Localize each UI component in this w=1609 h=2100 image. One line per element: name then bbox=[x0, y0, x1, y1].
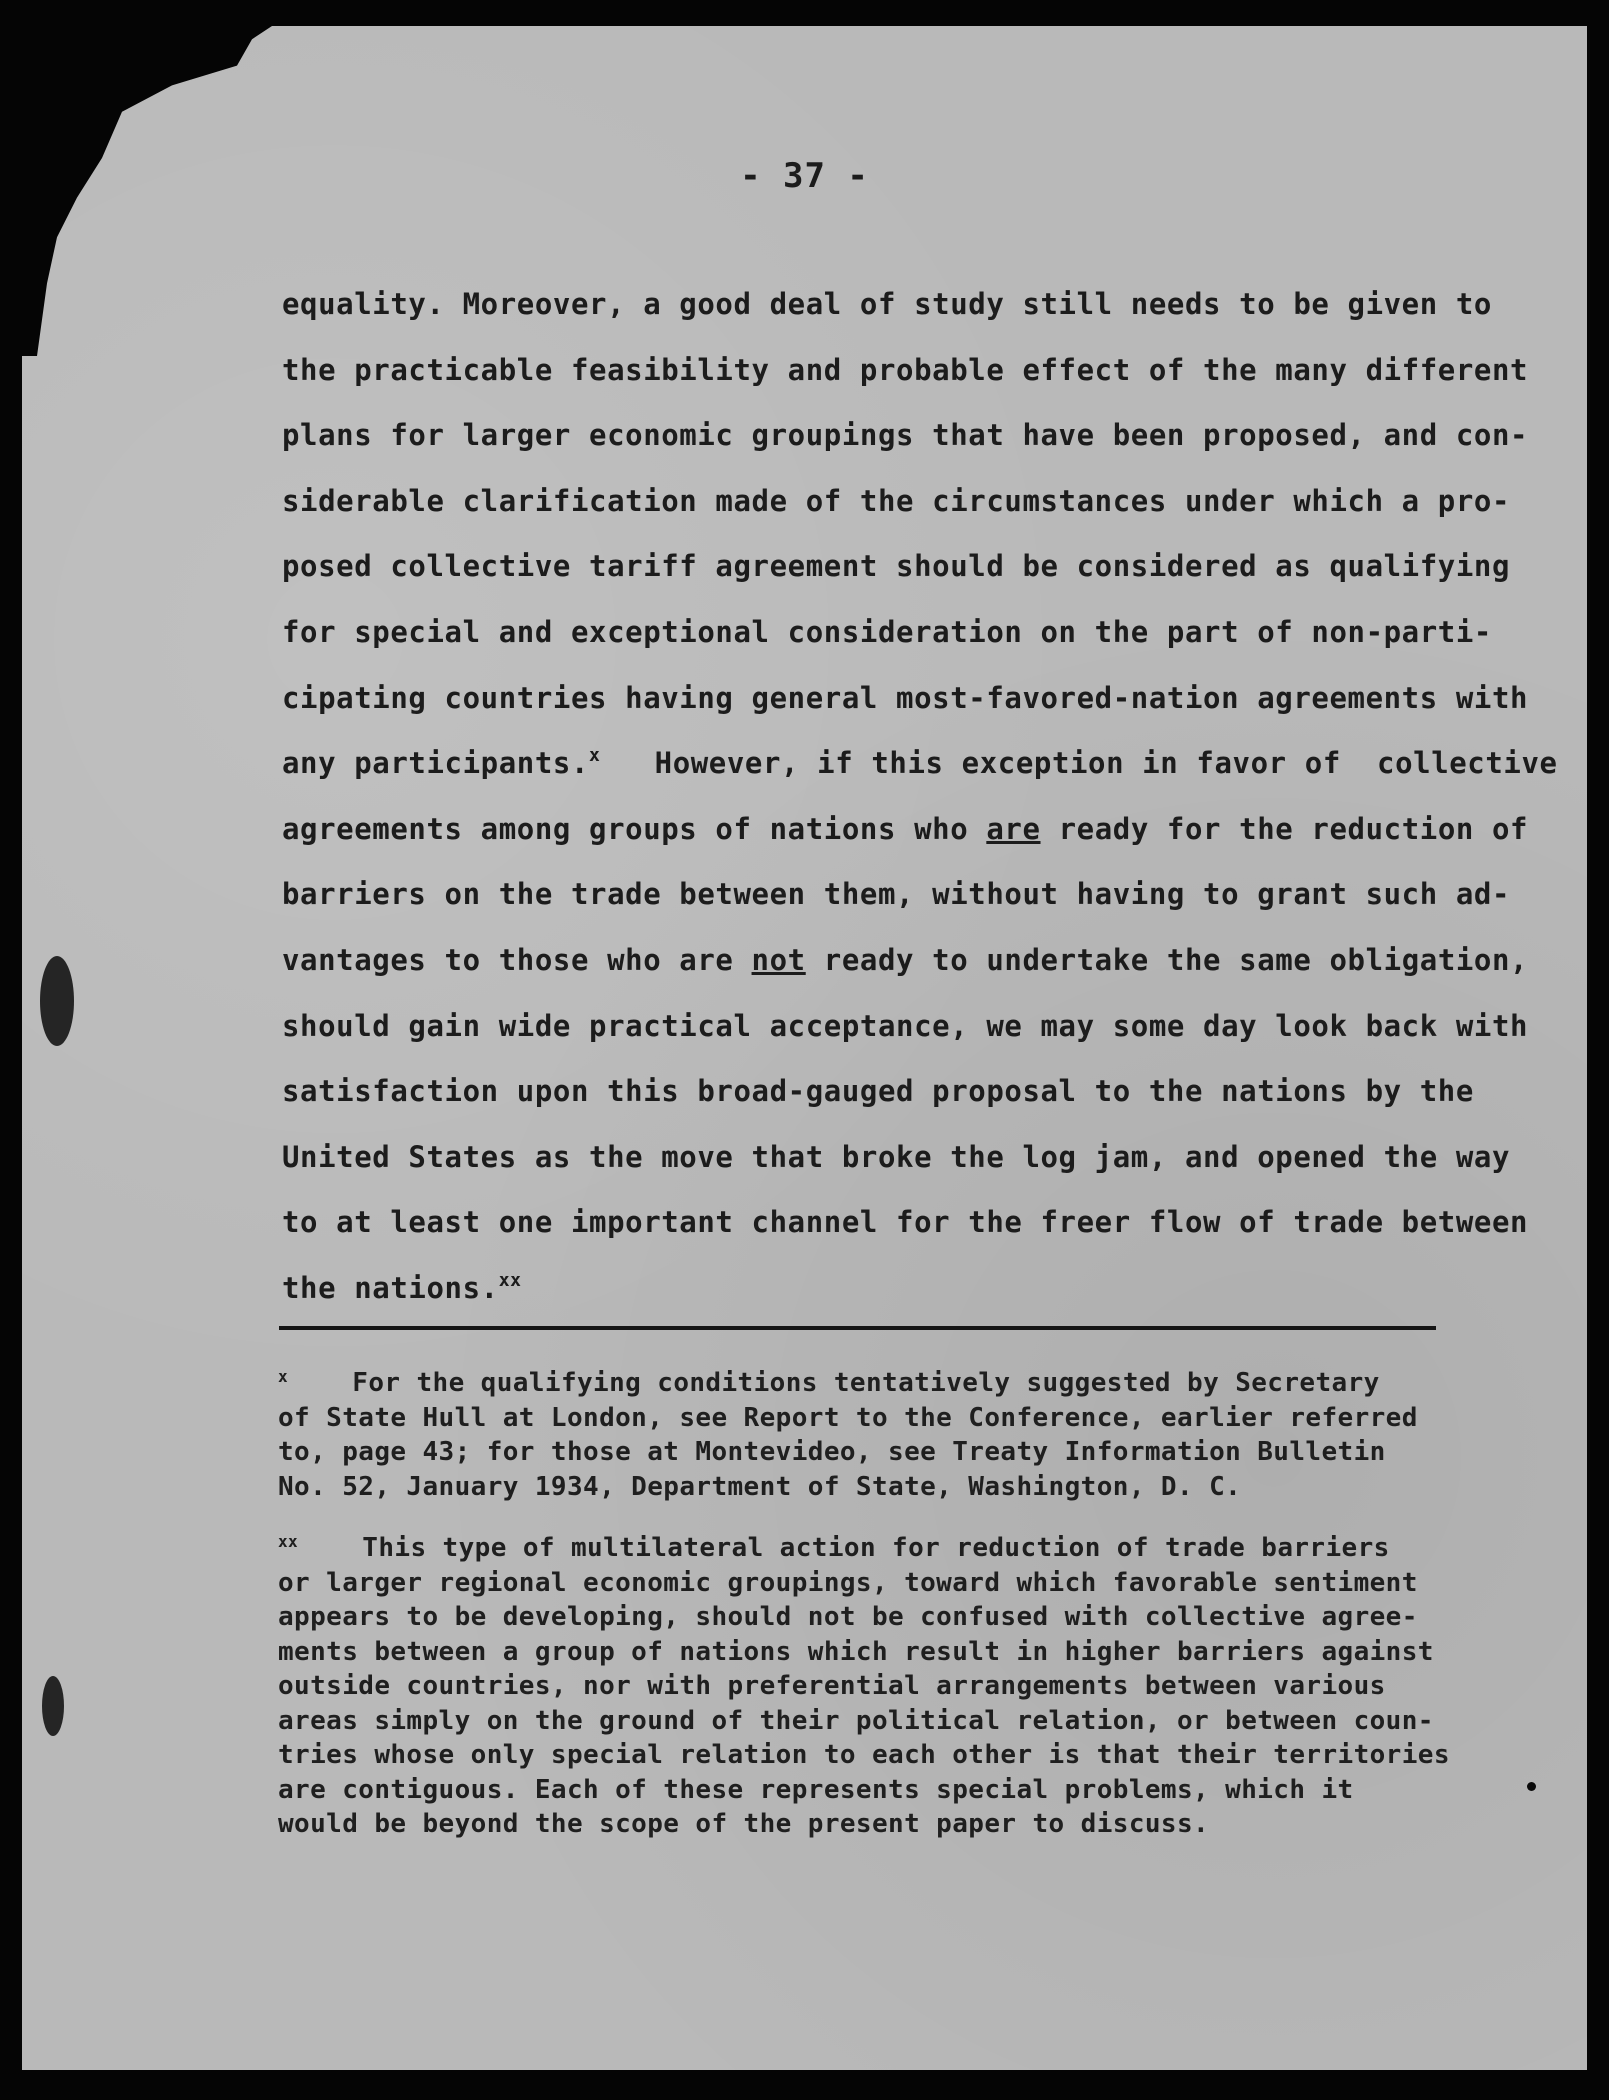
body-line-2: the practicable feasibility and probable effect of the many different bbox=[282, 352, 1529, 387]
body-line-13: satisfaction upon this broad-gauged proposal to the nations by the bbox=[282, 1074, 1474, 1109]
body-line-5: posed collective tariff agreement should be considered as qualifying bbox=[282, 549, 1511, 584]
footnote-1-line-3: to, page 43; for those at Montevideo, see Treaty Information Bulletin bbox=[278, 1437, 1386, 1467]
footnote-1-line-2: of State Hull at London, see Report to the Conference, earlier referred bbox=[278, 1402, 1418, 1433]
body-line-4: siderable clarification made of the circumstances under which a pro- bbox=[282, 483, 1511, 518]
footnote-ref-x: x bbox=[589, 745, 601, 767]
body-line-1: equality. Moreover, a good deal of study still needs to be given to bbox=[282, 287, 1492, 321]
footnote-1-line-4: No. 52, January 1934, Department of State, Washington, D. C. bbox=[278, 1471, 1242, 1502]
footnote-1-line-1-text: For the qualifying conditions tentatively suggested by Secretary bbox=[288, 1368, 1380, 1398]
footnote-2-line-6: areas simply on the ground of their political relation, or between coun- bbox=[278, 1705, 1434, 1736]
body-line-3: plans for larger economic groupings that have been proposed, and con- bbox=[282, 418, 1529, 453]
body-line-7: cipating countries having general most-favored-nation agreements with bbox=[282, 680, 1529, 715]
footnote-2-line-9: would be beyond the scope of the present paper to discuss. bbox=[278, 1809, 1210, 1839]
footnote-2-line-4: ments between a group of nations which result in higher barriers against bbox=[278, 1636, 1434, 1667]
body-line-8a: any participants. bbox=[282, 746, 590, 781]
footnote-2-line-1-text: This type of multilateral action for reduction of trade barriers bbox=[298, 1533, 1390, 1563]
footnote-ref-xx: xx bbox=[498, 1269, 522, 1291]
footnote-divider bbox=[279, 1326, 1436, 1330]
document-page bbox=[22, 26, 1587, 2070]
footnote-2-line-7: tries whose only special relation to each other is that their territories bbox=[278, 1740, 1450, 1770]
body-line-6: for special and exceptional consideration on the part of non-parti- bbox=[282, 614, 1492, 649]
body-line-9 bbox=[282, 797, 1529, 863]
ink-blot-left-lower bbox=[42, 1676, 64, 1736]
body-line-12: should gain wide practical acceptance, we may some day look back with bbox=[282, 1008, 1529, 1043]
underlined-are: are bbox=[986, 811, 1041, 846]
ink-blot-left bbox=[40, 956, 74, 1046]
body-line-11a: vantages to those who are bbox=[282, 942, 752, 977]
body-line-16 bbox=[282, 1256, 1472, 1322]
body-line-15: to at least one important channel for the freer flow of trade between bbox=[282, 1205, 1529, 1240]
body-line-9a: agreements among groups of nations who bbox=[282, 811, 987, 846]
footnote-2-line-3: appears to be developing, should not be confused with collective agree- bbox=[278, 1602, 1418, 1632]
footnote-2-marker: xx bbox=[278, 1532, 299, 1551]
body-line-8b: However, if this exception in favor of collective bbox=[600, 746, 1558, 781]
body-line-11b: ready to undertake the same obligation, bbox=[805, 942, 1529, 977]
footnote-2-line-1 bbox=[278, 1531, 1488, 1566]
body-line-11 bbox=[282, 928, 1529, 994]
footnote-2-line-8: are contiguous. Each of these represents special problems, which it bbox=[278, 1774, 1354, 1805]
body-line-14: United States as the move that broke the log jam, and opened the way bbox=[282, 1139, 1511, 1174]
footnote-1-marker: x bbox=[278, 1367, 289, 1386]
body-line-16a: the nations. bbox=[282, 1270, 499, 1305]
body-line-8 bbox=[282, 731, 1558, 797]
footnote-1 bbox=[278, 1366, 1488, 1504]
underlined-not: not bbox=[751, 942, 806, 977]
ink-dot-right bbox=[1527, 1782, 1536, 1791]
footnote-2 bbox=[278, 1531, 1488, 1842]
body-line-9b: ready for the reduction of bbox=[1040, 811, 1529, 846]
body-line-10: barriers on the trade between them, without having to grant such ad- bbox=[282, 877, 1511, 912]
footnote-1-line-1 bbox=[278, 1366, 1488, 1401]
footnote-2-line-2: or larger regional economic groupings, toward which favorable sentiment bbox=[278, 1567, 1418, 1598]
page-number: - 37 - bbox=[740, 156, 869, 196]
footnote-2-line-5: outside countries, nor with preferential arrangements between various bbox=[278, 1671, 1386, 1701]
main-paragraph bbox=[282, 272, 1558, 1322]
